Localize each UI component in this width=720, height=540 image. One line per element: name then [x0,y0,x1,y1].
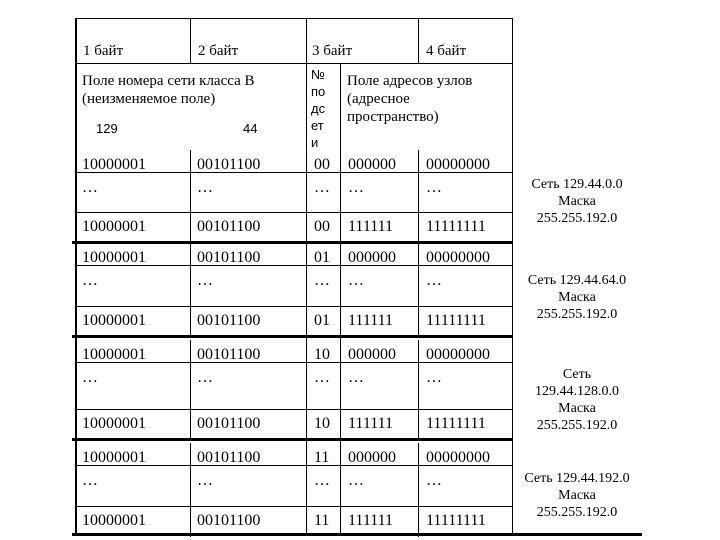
subnet-note-line: Сеть [562,367,592,382]
bit-cell: 11 [314,449,330,466]
col-divider-1 [190,150,191,243]
ellipsis-cell: … [197,472,213,489]
right-border [512,440,513,535]
group-separator [72,533,642,536]
subnet-note-line: Сеть 129.44.0.0 [531,177,623,192]
ellipsis-cell: … [348,179,364,196]
subnet-field-label: по [311,84,326,99]
group-separator [72,241,512,244]
bit-cell: 00101100 [197,415,261,432]
row-divider [75,506,512,507]
ellipsis-cell: … [348,369,364,386]
bit-cell: 10 [314,415,330,432]
ellipsis-cell: … [426,179,442,196]
ellipsis-cell: … [314,179,330,196]
bit-cell: 00000000 [426,249,490,266]
ellipsis-cell: … [197,369,213,386]
group-separator [72,438,512,441]
ellipsis-cell: … [348,272,364,289]
bit-cell: 111111 [348,415,394,432]
network-value: 44 [243,121,258,136]
subnet-field-label: дс [311,101,326,116]
subnet-note-line: Маска [558,401,596,416]
header-divider [75,63,512,64]
byte-label: 2 байт [198,43,239,59]
ellipsis-cell: … [426,472,442,489]
bit-cell: 00 [314,156,330,173]
subnet-note-line: Маска [558,290,596,305]
host-field-label: пространство) [347,109,439,125]
ellipsis-cell: … [348,472,364,489]
bit-cell: 10000001 [82,415,146,432]
subnet-note-line: 255.255.192.0 [536,307,618,322]
col-divider-4 [418,18,419,63]
bit-cell: 00101100 [197,449,261,466]
bit-cell: 000000 [348,449,396,466]
ellipsis-cell: … [82,272,98,289]
bit-cell: 11111111 [426,512,486,529]
bit-cell: 11111111 [426,415,486,432]
subnet-note-line: 255.255.192.0 [536,505,618,520]
bit-cell: 10000001 [82,312,146,329]
ellipsis-cell: … [82,179,98,196]
ellipsis-cell: … [314,472,330,489]
subnet-note-line: 255.255.192.0 [536,418,618,433]
bit-cell: 10 [314,346,330,363]
left-border [75,18,77,535]
host-field-label: (адресное [347,91,410,107]
header-top-border [75,18,512,19]
subnet-note [514,176,640,227]
bit-cell: 000000 [348,346,396,363]
host-field-label: Поле адресов узлов [347,73,473,89]
subnet-field-label: № [311,67,325,82]
bit-cell: 00101100 [197,218,261,235]
subnet-note-line: 255.255.192.0 [536,211,618,226]
row-divider [75,306,512,307]
col-divider-1 [190,243,191,337]
bit-cell: 00000000 [426,346,490,363]
bit-cell: 00101100 [197,312,261,329]
bit-cell: 00000000 [426,449,490,466]
byte-label: 3 байт [312,43,353,59]
bit-cell: 10000001 [82,156,146,173]
col-divider-2 [306,18,307,535]
subnet-field-label: и [311,135,319,150]
col-divider-1 [190,18,191,63]
subnet-field-label: ет [311,118,324,133]
ellipsis-cell: … [426,369,442,386]
bit-cell: 01 [314,249,330,266]
ellipsis-cell: … [82,472,98,489]
bit-cell: 00101100 [197,249,261,266]
bit-cell: 11111111 [426,218,486,235]
bit-cell: 00101100 [197,346,261,363]
right-border [512,18,513,440]
bit-cell: 00000000 [426,156,490,173]
bit-cell: 000000 [348,249,396,266]
col-divider-1 [190,443,191,537]
bit-cell: 10000001 [82,218,146,235]
bit-cell: 10000001 [82,346,146,363]
col-divider-1 [190,340,191,440]
bit-cell: 10000001 [82,512,146,529]
bit-cell: 00101100 [197,512,261,529]
bit-cell: 00 [314,218,330,235]
subnet-note [514,366,640,434]
network-field-label: Поле номера сети класса В [82,73,255,89]
byte-label: 4 байт [426,43,467,59]
bit-cell: 000000 [348,156,396,173]
col-divider-4 [418,150,419,243]
bit-cell: 11111111 [426,312,486,329]
bit-cell: 01 [314,312,330,329]
group-separator [72,335,512,338]
col-divider-4 [418,443,419,537]
ellipsis-cell: … [426,272,442,289]
subnet-note-line: Маска [558,488,596,503]
subnet-note-line: Маска [558,194,596,209]
ellipsis-cell: … [197,272,213,289]
network-field-label: (неизменяемое поле) [82,91,216,107]
bit-cell: 10000001 [82,449,146,466]
row-divider [75,409,512,410]
byte-label: 1 байт [83,43,124,59]
network-value: 129 [96,121,118,136]
col-divider-4 [418,243,419,337]
ellipsis-cell: … [314,272,330,289]
subnet-note [514,272,640,323]
ellipsis-cell: … [314,369,330,386]
row-divider [75,212,512,213]
subnet-note [514,470,640,521]
bit-cell: 111111 [348,512,394,529]
col-divider-4 [418,340,419,440]
bit-cell: 00101100 [197,156,261,173]
ellipsis-cell: … [82,369,98,386]
bit-cell: 111111 [348,312,394,329]
subnet-note-line: Сеть 129.44.64.0 [527,273,627,288]
subnet-note-line: Сеть 129.44.192.0 [524,471,630,486]
bit-cell: 111111 [348,218,394,235]
bit-cell: 11 [314,512,330,529]
subnet-note-line: 129.44.128.0.0 [535,384,619,399]
bit-cell: 10000001 [82,249,146,266]
ellipsis-cell: … [197,179,213,196]
